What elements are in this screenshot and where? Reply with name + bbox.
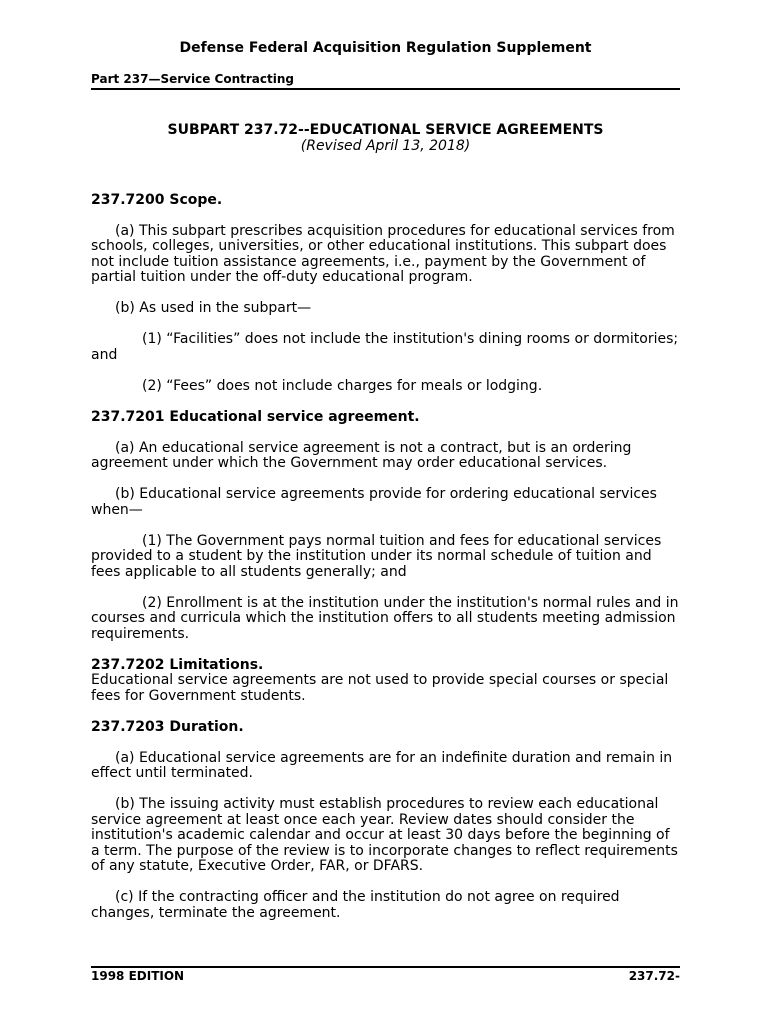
paragraph-7203-b: (b) The issuing activity must establish procedures to review each educational service agreement at least once each year. Review dates should consider the institution's academic calendar and occur at least 30 days before the beginning of a term. The purpose of the review is to incorporate changes to reflect requirements of any statute, Executive Order, FAR, or DFARS. <box>91 796 678 874</box>
section-heading-7203: 237.7203 Duration. <box>91 718 244 735</box>
page-number: 237.72- <box>628 969 680 983</box>
part-label: Part 237—Service Contracting <box>91 72 294 86</box>
revision-date: (Revised April 13, 2018) <box>300 137 471 154</box>
subpart-title: SUBPART 237.72--EDUCATIONAL SERVICE AGREEMENTS <box>167 122 604 138</box>
section-heading-7201: 237.7201 Educational service agreement. <box>91 408 420 425</box>
document-body <box>91 123 680 921</box>
document-title: Defense Federal Acquisition Regulation Supplement <box>179 40 592 56</box>
edition-label: 1998 EDITION <box>91 969 185 983</box>
section-heading-7202: 237.7202 Limitations. <box>91 656 264 673</box>
paragraph-7203-a: (a) Educational service agreements are for an indefinite duration and remain in effect until terminated. <box>91 749 673 781</box>
paragraph-7200-b: (b) As used in the subpart— <box>115 300 312 316</box>
paragraph-7203-c: (c) If the contracting officer and the institution do not agree on required changes, terminate the agreement. <box>91 889 620 921</box>
paragraph-7202: Educational service agreements are not used to provide special courses or special fees for Government students. <box>91 672 669 704</box>
paragraph-7200-b2: (2) “Fees” does not include charges for meals or lodging. <box>142 377 543 394</box>
paragraph-7201-b: (b) Educational service agreements provide for ordering educational services when— <box>91 486 657 518</box>
paragraph-7201-b1: (1) The Government pays normal tuition and fees for educational services provided to a student by the institution under its normal schedule of tuition and fees applicable to all students generally; and <box>91 532 662 580</box>
paragraph-7200-b1: (1) “Facilities” does not include the institution's dining rooms or dormitories; and <box>91 331 679 363</box>
footer-divider <box>91 966 680 968</box>
section-heading-7200: 237.7200 Scope. <box>91 191 223 208</box>
paragraph-7200-a: (a) This subpart prescribes acquisition procedures for educational services from schools, colleges, universities, or other educational institutions. This subpart does not include tuition assistance agreements, i.e., payment by the Government of partial tuition under the off-duty educational program. <box>91 222 675 285</box>
paragraph-7201-a: (a) An educational service agreement is not a contract, but is an ordering agreement under which the Government may order educational services. <box>91 439 632 471</box>
header-divider <box>91 88 680 90</box>
paragraph-7201-b2: (2) Enrollment is at the institution under the institution's normal rules and in courses and curricula which the institution offers to all students meeting admission requirements. <box>91 594 679 642</box>
